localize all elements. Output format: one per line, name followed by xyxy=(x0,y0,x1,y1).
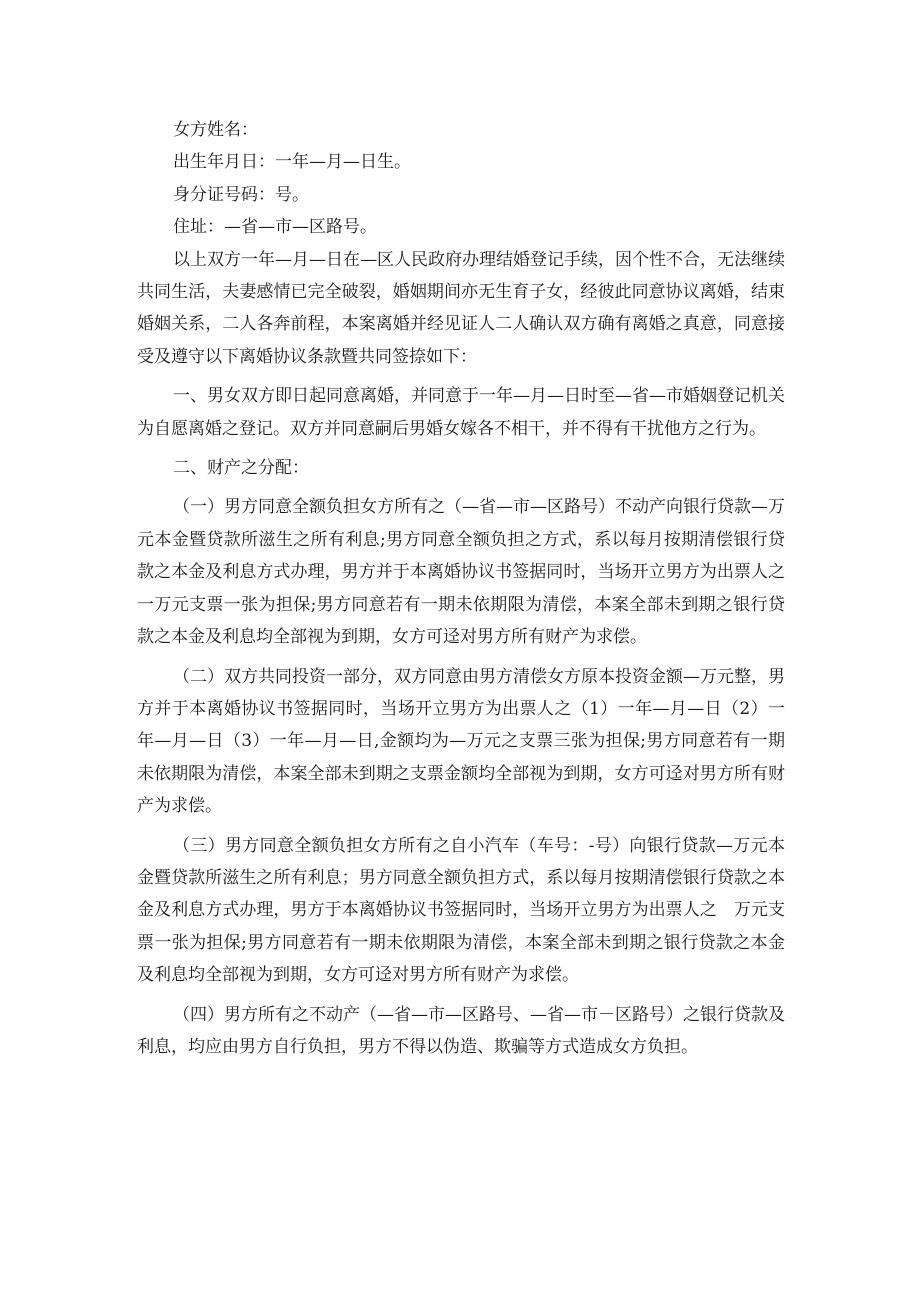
clause-1-paragraph: 一、男女双方即日起同意离婚，并同意于一年—月—日时至—省—市婚姻登记机关为自愿离婚之登记。双方并同意嗣后男婚女嫁各不相干，并不得有干扰他方之行为。 xyxy=(137,386,785,439)
clause-2-3-paragraph: （三）男方同意全额负担女方所有之自小汽车（车号：-号）向银行贷款—万元本金暨贷款所滋生之所有利息；男方同意全额负担方式，系以每月按期清偿银行贷款之本金及利息方式办理，男方于本离婚协议书签据同时，当场开立男方为出票人之 万元支票一张为担保;男方同意若有一期未依期限为清偿，本案全部未到期之银行贷款之本金及利息均全部视为到期，女方可迳对男方所有财产为求偿。 xyxy=(137,835,785,986)
id-number-field: 身分证号码：号。 xyxy=(173,184,309,205)
clause-2-heading: 二、财产之分配： xyxy=(173,458,309,479)
address-field: 住址：—省—市—区路号。 xyxy=(173,217,377,238)
clause-2-4-paragraph: （四）男方所有之不动产（—省—市—区路号、—省—市－区路号）之银行贷款及利息，均应由男方自行负担，男方不得以伪造、欺骗等方式造成女方负担。 xyxy=(137,1004,785,1057)
clause-2-2-paragraph: （二）双方共同投资一部分，双方同意由男方清偿女方原本投资金额—万元整，男方并于本离婚协议书签据同时，当场开立男方为出票人之（1）一年—月—日（2）一年—月—日（3）一年—月—日,金额均为—万元之支票三张为担保;男方同意若有一期未依期限为清偿，本案全部未到期之支票金额均全部视为到期，女方可迳对男方所有财产为求偿。 xyxy=(137,666,785,817)
document-body xyxy=(137,114,785,1063)
clause-2-1-paragraph: （一）男方同意全额负担女方所有之（—省—市—区路号）不动产向银行贷款—万元本金暨贷款所滋生之所有利息;男方同意全额负担之方式，系以每月按期清偿银行贷款之本金及利息方式办理，男方并于本离婚协议书签据同时，当场开立男方为出票人之一万元支票一张为担保;男方同意若有一期未依期限为清偿，本案全部未到期之银行贷款之本金及利息均全部视为到期，女方可迳对男方所有财产为求偿。 xyxy=(137,497,785,648)
birth-date-field: 出生年月日：一年—月—日生。 xyxy=(173,152,411,173)
intro-paragraph: 以上双方一年—月—日在—区人民政府办理结婚登记手续，因个性不合，无法继续共同生活，夫妻感情已完全破裂，婚姻期间亦无生育子女，经彼此同意协议离婚，结束婚姻关系，二人各奔前程，本案离婚并经见证人二人确认双方确有离婚之真意，同意接受及遵守以下离婚协议条款暨共同签捺如下： xyxy=(137,249,785,367)
female-name-field: 女方姓名： xyxy=(173,120,258,140)
